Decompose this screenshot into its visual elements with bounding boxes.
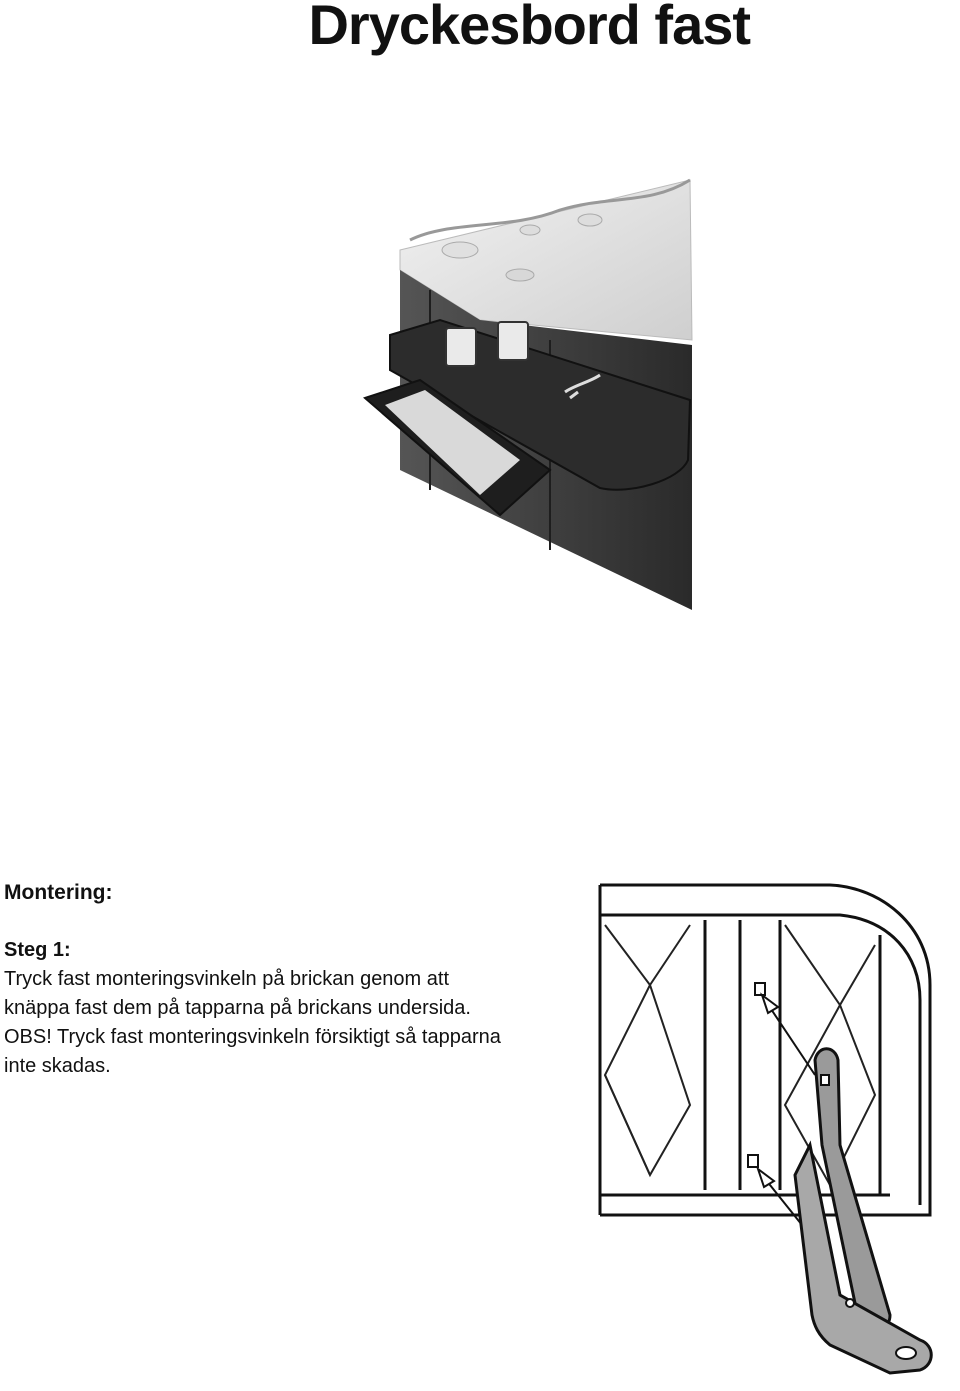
step-1-line-2: knäppa fast dem på tapparna på brickans undersida.: [4, 997, 471, 1019]
step-1: [4, 936, 584, 1081]
mounting-bracket-diagram: [590, 875, 960, 1391]
step-1-heading: Steg 1:: [4, 939, 71, 961]
mounting-heading: Montering:: [4, 881, 113, 904]
step-1-line-4: inte skadas.: [4, 1055, 111, 1077]
spa-drink-table-photo: [330, 170, 700, 630]
step-1-line-3: OBS! Tryck fast monteringsvinkeln försiktigt så tapparna: [4, 1026, 501, 1048]
step-1-line-1: Tryck fast monteringsvinkeln på brickan genom att: [4, 968, 450, 990]
page-title: Dryckesbord fast: [308, 0, 750, 56]
